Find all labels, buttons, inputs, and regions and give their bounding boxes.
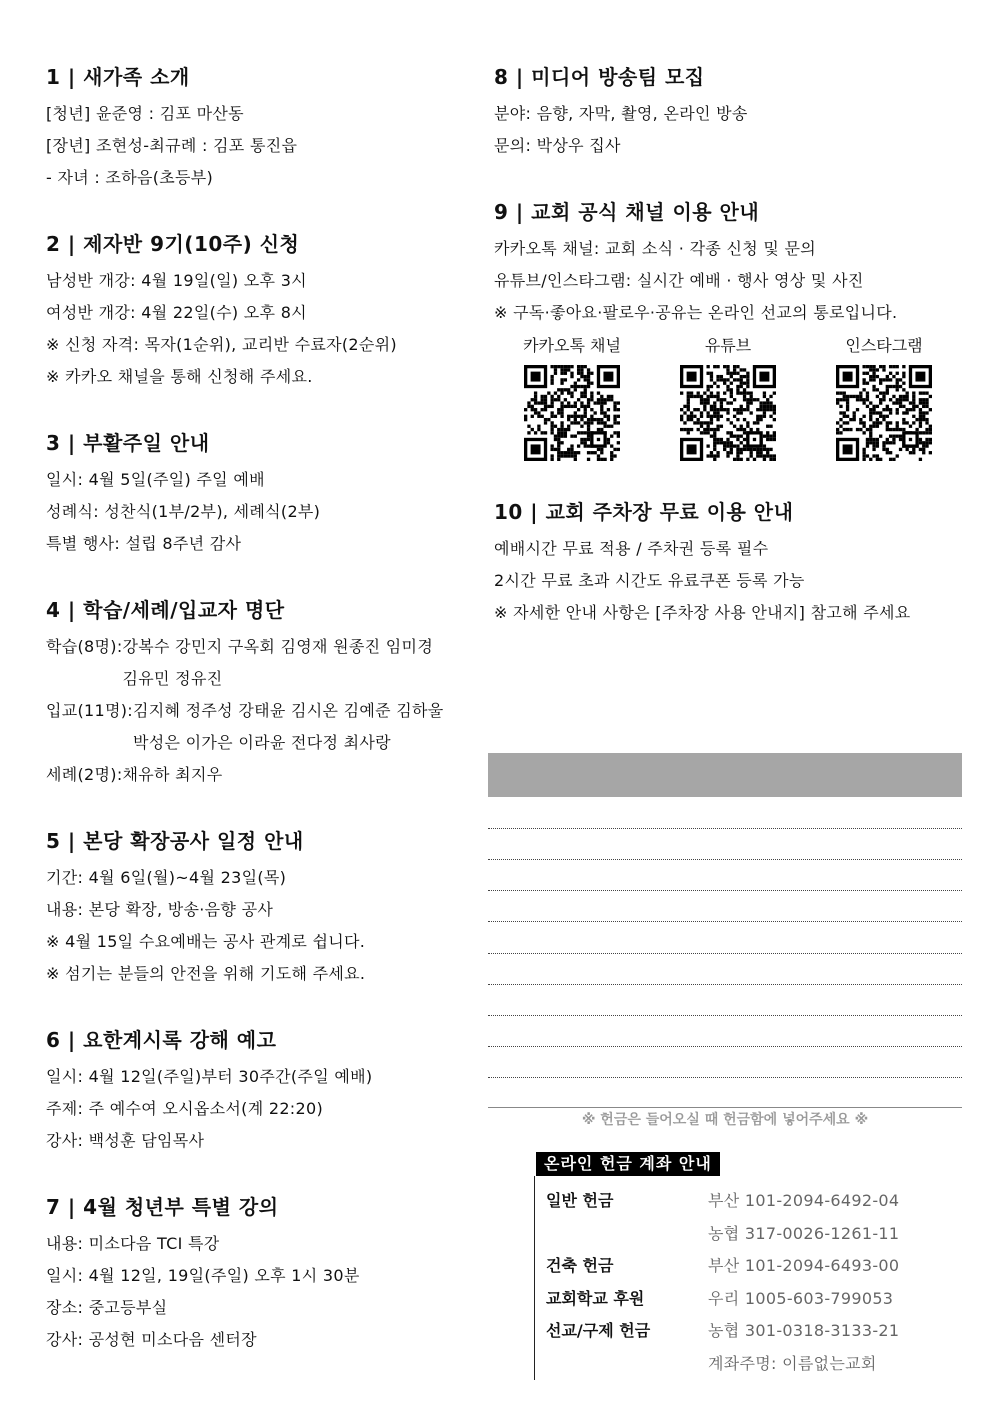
- memo-line: [488, 921, 962, 922]
- section-line: - 자녀 : 조하음(초등부): [46, 168, 214, 187]
- section-line: 분야: 음향, 자막, 촬영, 온라인 방송: [494, 104, 748, 123]
- section-line: 일시: 4월 12일, 19일(주일) 오후 1시 30분: [46, 1266, 360, 1285]
- section-official-channels: [494, 195, 964, 461]
- left-column: [46, 60, 476, 1389]
- section-line: [장년] 조현성-최규례 : 김포 통진읍: [46, 136, 298, 155]
- section-parking: [494, 495, 964, 629]
- section-line: 일시: 4월 12일(주일)부터 30주간(주일 예배): [46, 1067, 373, 1086]
- name-list: [123, 759, 223, 791]
- section-line: 주제: 주 예수여 오시옵소서(계 22:20): [46, 1099, 324, 1118]
- account-category: 일반 헌금: [546, 1191, 614, 1210]
- qr-youtube[interactable]: [650, 331, 806, 461]
- section-line: 내용: 본당 확장, 방송·음향 공사: [46, 900, 274, 919]
- memo-header-band: [488, 753, 962, 797]
- account-row: [546, 1348, 956, 1381]
- account-row: [546, 1283, 956, 1316]
- name-line: 채유하 최지우: [122, 765, 223, 784]
- qr-code-group: [494, 331, 964, 461]
- section-revelation: [46, 1023, 476, 1157]
- account-number: 우리 1005-603-799053: [708, 1288, 894, 1308]
- account-number: 농협 317-0026-1261-11: [708, 1223, 900, 1243]
- row-label: 입교(11명):: [46, 701, 134, 720]
- section-construction: [46, 824, 476, 990]
- account-row: [546, 1250, 956, 1283]
- section-youth-lecture: [46, 1190, 476, 1356]
- list-row-confirmation: [46, 695, 476, 759]
- section-line: 유튜브/인스타그램: 실시간 예배 · 행사 영상 및 사진: [494, 271, 864, 290]
- section-line: 내용: 미소다음 TCI 특강: [46, 1234, 220, 1253]
- section-line: ※ 4월 15일 수요예배는 공사 관계로 쉽니다.: [46, 932, 366, 951]
- section-media-team: [494, 60, 964, 162]
- section-line: 예배시간 무료 적용 / 주차권 등록 필수: [494, 539, 769, 558]
- section-title: 7 | 4월 청년부 특별 강의: [46, 1195, 279, 1219]
- section-line: ※ 자세한 안내 사항은 [주차장 사용 안내지] 참고해 주세요: [494, 603, 911, 622]
- section-membership-list: [46, 593, 476, 791]
- section-line: 특별 행사: 설립 8주년 감사: [46, 534, 242, 553]
- name-list: [133, 695, 444, 759]
- memo-line: [488, 1046, 962, 1047]
- section-line: 강사: 공성현 미소다음 센터장: [46, 1330, 257, 1349]
- account-category: [546, 1348, 708, 1381]
- account-category: 건축 헌금: [546, 1256, 614, 1275]
- memo-line: [488, 1077, 962, 1078]
- section-title: 2 | 제자반 9기(10주) 신청: [46, 232, 300, 256]
- accounts-title: 온라인 헌금 계좌 안내: [536, 1152, 720, 1176]
- account-number: 농협 301-0318-3133-21: [708, 1321, 900, 1340]
- account-number: 부산 101-2094-6493-00: [708, 1256, 900, 1275]
- memo-line: [488, 859, 962, 860]
- account-row: [546, 1315, 956, 1348]
- section-line: 성례식: 성찬식(1부/2부), 세례식(2부): [46, 502, 321, 521]
- qr-label: 유튜브: [704, 336, 752, 355]
- memo-line: [488, 984, 962, 985]
- section-title: 3 | 부활주일 안내: [46, 431, 210, 455]
- memo-line: [488, 953, 962, 954]
- account-row: [546, 1185, 956, 1218]
- qr-instagram[interactable]: [806, 331, 962, 461]
- section-line: 장소: 중고등부실: [46, 1298, 168, 1317]
- section-title: 6 | 요한계시록 강해 예고: [46, 1028, 277, 1052]
- name-list: [123, 631, 434, 695]
- section-line: ※ 섬기는 분들의 안전을 위해 기도해 주세요.: [46, 964, 366, 983]
- section-title: 4 | 학습/세례/입교자 명단: [46, 598, 285, 622]
- section-line: 2시간 무료 초과 시간도 유료쿠폰 등록 가능: [494, 571, 805, 590]
- memo-line: [488, 828, 962, 829]
- name-line: 김지혜 정주성 강태윤 김시온 김예준 김하울: [133, 701, 444, 720]
- name-line: 박성은 이가은 이라윤 전다정 최사랑: [133, 733, 391, 752]
- divider: [488, 1107, 962, 1108]
- section-title: 1 | 새가족 소개: [46, 65, 190, 89]
- name-line: 김유민 정유진: [122, 669, 223, 688]
- section-line: 카카오톡 채널: 교회 소식 · 각종 신청 및 문의: [494, 239, 817, 258]
- section-line: 일시: 4월 5일(주일) 주일 예배: [46, 470, 265, 489]
- section-line: ※ 신청 자격: 목자(1순위), 교리반 수료자(2순위): [46, 335, 397, 354]
- list-row-baptism: [46, 759, 476, 791]
- section-line: [청년] 윤준영 : 김포 마산동: [46, 104, 244, 123]
- account-category: 선교/구제 헌금: [546, 1321, 651, 1340]
- section-line: 기간: 4월 6일(월)~4월 23일(목): [46, 868, 287, 887]
- section-line: 강사: 백성훈 담임목사: [46, 1131, 205, 1150]
- section-title: 5 | 본당 확장공사 일정 안내: [46, 829, 304, 853]
- account-row: [546, 1218, 956, 1251]
- row-label: 세례(2명):: [46, 765, 123, 784]
- account-category: [546, 1218, 708, 1251]
- memo-line: [488, 890, 962, 891]
- right-column: [494, 60, 964, 629]
- accounts-list: [546, 1185, 956, 1380]
- name-line: 강복수 강민지 구옥회 김영재 원종진 임미경: [122, 637, 434, 656]
- offering-note: ※ 헌금은 들어오실 때 헌금함에 넣어주세요 ※: [581, 1112, 869, 1128]
- qr-code-icon[interactable]: [680, 365, 776, 461]
- accounts-divider: [534, 1176, 535, 1380]
- section-discipleship: [46, 227, 476, 393]
- section-line: 문의: 박상우 집사: [494, 136, 621, 155]
- qr-kakao[interactable]: [494, 331, 650, 461]
- section-title: 8 | 미디어 방송팀 모집: [494, 65, 705, 89]
- list-row-learning: [46, 631, 476, 695]
- qr-label: 인스타그램: [845, 336, 923, 355]
- section-line: ※ 카카오 채널을 통해 신청해 주세요.: [46, 367, 313, 386]
- section-title: 9 | 교회 공식 채널 이용 안내: [494, 200, 760, 224]
- account-category: 교회학교 후원: [546, 1288, 645, 1308]
- memo-line: [488, 1015, 962, 1016]
- section-title: 10 | 교회 주차장 무료 이용 안내: [494, 500, 794, 524]
- qr-code-icon[interactable]: [524, 365, 620, 461]
- section-new-family: [46, 60, 476, 194]
- section-line: 남성반 개강: 4월 19일(일) 오후 3시: [46, 271, 307, 290]
- section-easter: [46, 426, 476, 560]
- account-number: 부산 101-2094-6492-04: [708, 1191, 900, 1210]
- section-line: 여성반 개강: 4월 22일(수) 오후 8시: [46, 303, 307, 322]
- qr-code-icon[interactable]: [836, 365, 932, 461]
- section-line: ※ 구독·좋아요·팔로우·공유는 온라인 선교의 통로입니다.: [494, 303, 898, 322]
- account-number: 계좌주명: 이름없는교회: [708, 1353, 877, 1373]
- qr-label: 카카오톡 채널: [523, 336, 621, 355]
- row-label: 학습(8명):: [46, 637, 123, 656]
